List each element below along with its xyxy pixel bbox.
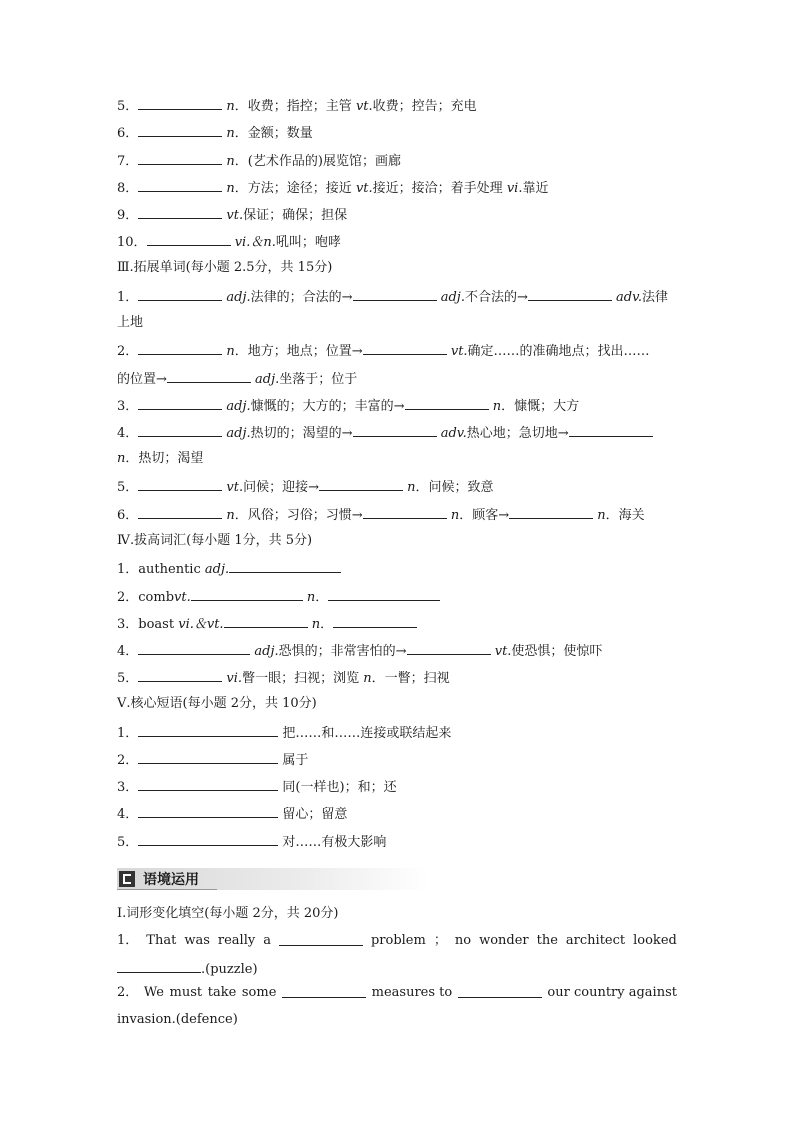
answer-blank[interactable] <box>138 286 222 301</box>
advanced-item-5: 5． vi.瞥一眼；扫视；浏览 n．一瞥；扫视 <box>117 667 677 687</box>
answer-blank[interactable] <box>117 958 201 973</box>
phrase-item-2: 2． 属于 <box>117 749 677 769</box>
answer-blank[interactable] <box>224 613 308 628</box>
answer-blank[interactable] <box>569 422 653 437</box>
answer-blank[interactable] <box>319 476 403 491</box>
answer-blank[interactable] <box>407 640 491 655</box>
answer-blank[interactable] <box>282 983 366 998</box>
answer-blank[interactable] <box>191 586 303 601</box>
phrase-item-3: 3． 同(一样也)；和；还 <box>117 776 677 796</box>
section-heading-3: Ⅲ.拓展单词(每小题 2.5分，共 15分) <box>117 260 333 275</box>
exercise-q1-cont: .(puzzle) <box>117 958 677 978</box>
extend-item-1: 1． adj.法律的；合法的→ adj.不合法的→ adv.法律 <box>117 286 677 306</box>
answer-blank[interactable] <box>328 586 440 601</box>
section-heading-5: Ⅴ.核心短语(每小题 2分，共 10分) <box>117 696 317 711</box>
exercise-q2: 2． We must take some measures to our country against <box>117 985 677 1000</box>
answer-blank[interactable] <box>138 340 222 355</box>
vocab-item-6: 6． n．金额；数量 <box>117 122 677 142</box>
extend-item-4-cont: n．热切；渴望 <box>117 451 204 466</box>
answer-blank[interactable] <box>279 931 363 946</box>
exercise-heading: Ⅰ.词形变化填空(每小题 2分，共 20分) <box>117 906 339 921</box>
answer-blank[interactable] <box>458 983 542 998</box>
answer-blank[interactable] <box>509 504 593 519</box>
section-banner <box>117 868 429 890</box>
section-heading-4: Ⅳ.拔高词汇(每小题 1分，共 5分) <box>117 533 313 548</box>
extend-item-2: 2． n．地方；地点；位置→ vt.确定……的准确地点；找出…… <box>117 340 677 360</box>
answer-blank[interactable] <box>138 640 250 655</box>
phrase-item-5: 5． 对……有极大影响 <box>117 831 677 851</box>
answer-blank[interactable] <box>138 204 222 219</box>
exercise-q1: 1． That was really a problem ； no wonder the architect looked <box>117 933 677 948</box>
vocab-item-7: 7． n．(艺术作品的)展览馆；画廊 <box>117 150 677 170</box>
answer-blank[interactable] <box>138 831 278 846</box>
answer-blank[interactable] <box>138 504 222 519</box>
advanced-item-3: 3．boast vi.＆vt. n． <box>117 613 677 633</box>
answer-blank[interactable] <box>405 395 489 410</box>
advanced-item-4: 4． adj.恐惧的；非常害怕的→ vt.使恐惧；使惊吓 <box>117 640 677 660</box>
answer-blank[interactable] <box>138 395 222 410</box>
answer-blank[interactable] <box>138 803 278 818</box>
answer-blank[interactable] <box>138 150 222 165</box>
vocab-item-8: 8． n．方法；途径；接近 vt.接近；接洽；着手处理 vi.靠近 <box>117 177 677 197</box>
answer-blank[interactable] <box>353 286 437 301</box>
extend-item-1-cont: 上地 <box>117 315 144 330</box>
answer-blank[interactable] <box>528 286 612 301</box>
answer-blank[interactable] <box>138 476 222 491</box>
extend-item-4: 4． adj.热切的；渴望的→ adv.热心地；急切地→ <box>117 422 677 442</box>
advanced-item-1: 1．authentic adj. <box>117 558 677 578</box>
extend-item-5: 5． vt.问候；迎接→ n．问候；致意 <box>117 476 677 496</box>
answer-blank[interactable] <box>363 340 447 355</box>
exercise-q2-cont: invasion.(defence) <box>117 1012 238 1027</box>
answer-blank[interactable] <box>363 504 447 519</box>
answer-blank[interactable] <box>333 613 417 628</box>
answer-blank[interactable] <box>138 422 222 437</box>
extend-item-2-cont: 的位置→ adj.坐落于；位于 <box>117 368 677 388</box>
vocab-item-10: 10． vi.＆n.吼叫；咆哮 <box>117 231 677 251</box>
answer-blank[interactable] <box>138 722 278 737</box>
answer-blank[interactable] <box>353 422 437 437</box>
answer-blank[interactable] <box>138 667 222 682</box>
answer-blank[interactable] <box>138 749 278 764</box>
extend-item-6: 6． n．风俗；习俗；习惯→ n．顾客→ n．海关 <box>117 504 677 524</box>
vocab-item-5: 5． n．收费；指控；主管 vt.收费；控告；充电 <box>117 95 677 115</box>
section-icon <box>119 871 135 887</box>
answer-blank[interactable] <box>138 122 222 137</box>
answer-blank[interactable] <box>167 368 251 383</box>
answer-blank[interactable] <box>138 95 222 110</box>
section-title: 语境运用 <box>143 872 199 888</box>
phrase-item-4: 4． 留心；留意 <box>117 803 677 823</box>
answer-blank[interactable] <box>229 558 341 573</box>
extend-item-3: 3． adj.慷慨的；大方的；丰富的→ n．慷慨；大方 <box>117 395 677 415</box>
answer-blank[interactable] <box>138 177 222 192</box>
advanced-item-2: 2．combvt. n． <box>117 586 677 606</box>
answer-blank[interactable] <box>147 231 231 246</box>
vocab-item-9: 9． vt.保证；确保；担保 <box>117 204 677 224</box>
phrase-item-1: 1． 把……和……连接或联结起来 <box>117 722 677 742</box>
answer-blank[interactable] <box>138 776 278 791</box>
